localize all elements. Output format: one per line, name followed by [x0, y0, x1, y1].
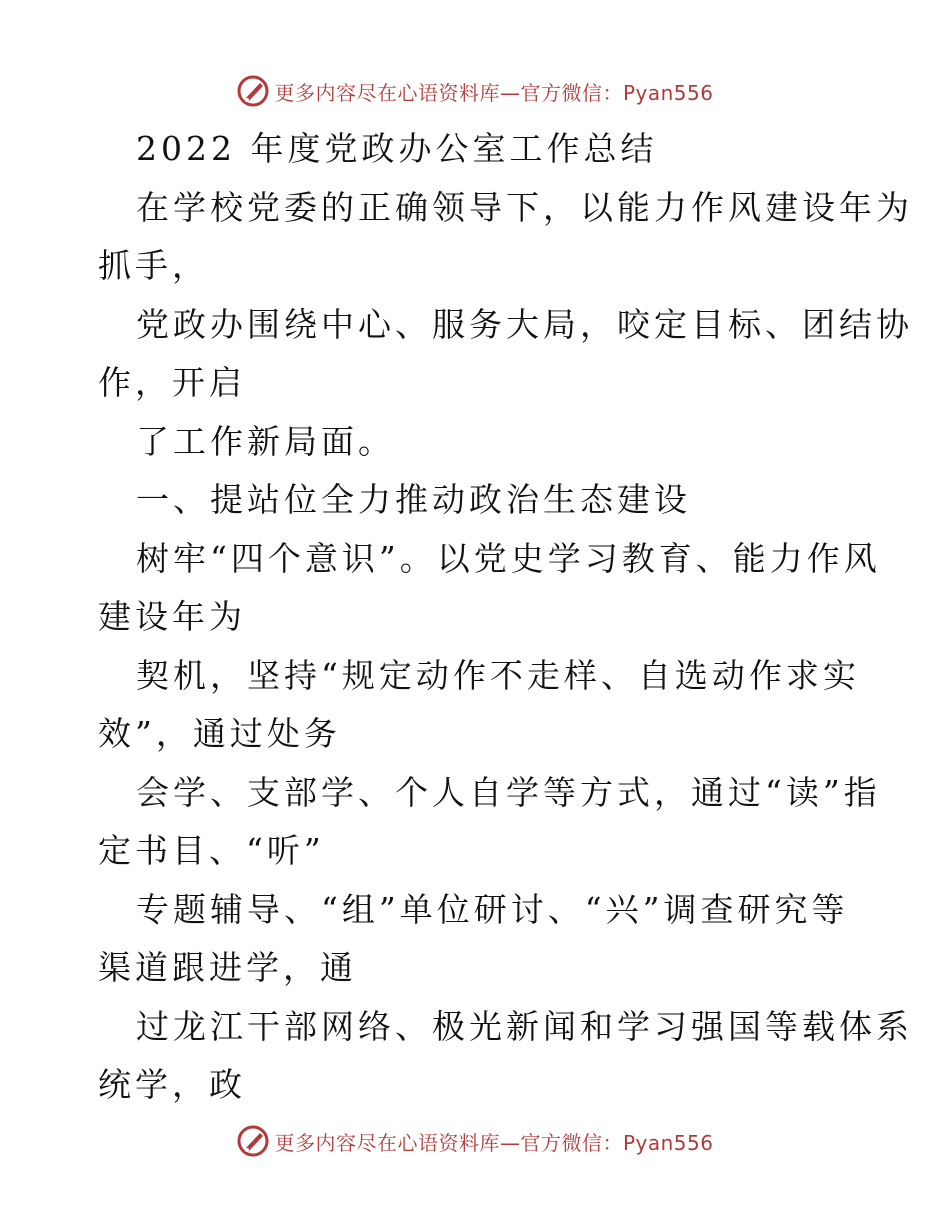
paragraph-line: 契机，坚持“规定动作不走样、自选动作求实 — [136, 655, 860, 695]
watermark-text: 更多内容尽在心语资料库—官方微信：Pyan556 — [274, 1130, 714, 1155]
paragraph-line: 了工作新局面。 — [136, 421, 395, 461]
brand-logo-icon — [236, 74, 270, 108]
paragraph-line: 会学、支部学、个人自学等方式，通过“读”指 — [136, 772, 881, 812]
document-title: 2022 年度党政办公室工作总结 — [136, 129, 658, 168]
paragraph-line: 建设年为 — [98, 597, 246, 636]
paragraph-line: 抓手， — [98, 246, 209, 285]
watermark-text: 更多内容尽在心语资料库—官方微信：Pyan556 — [274, 80, 714, 105]
header-watermark — [0, 74, 950, 108]
paragraph-line: 在学校党委的正确领导下，以能力作风建设年为 — [136, 187, 913, 227]
paragraph-line: 定书目、“听” — [98, 831, 325, 870]
paragraph-line: 专题辅导、“组”单位研讨、“兴”调查研究等 — [136, 889, 849, 929]
paragraph-line: 作，开启 — [98, 363, 246, 402]
paragraph-line: 效”，通过处务 — [98, 714, 341, 753]
paragraph-line: 树牢“四个意识”。以党史学习教育、能力作风 — [136, 538, 881, 578]
document-body — [98, 120, 913, 1115]
paragraph-line: 渠道跟进学，通 — [98, 948, 357, 987]
footer-watermark — [0, 1124, 950, 1158]
paragraph-line: 过龙江干部网络、极光新闻和学习强国等载体系 — [136, 1006, 913, 1046]
brand-logo-icon — [236, 1124, 270, 1158]
section-heading: 一、提站位全力推动政治生态建设 — [136, 480, 691, 519]
paragraph-line: 党政办围绕中心、服务大局，咬定目标、团结协 — [136, 304, 913, 344]
paragraph-line: 统学，政 — [98, 1065, 246, 1104]
